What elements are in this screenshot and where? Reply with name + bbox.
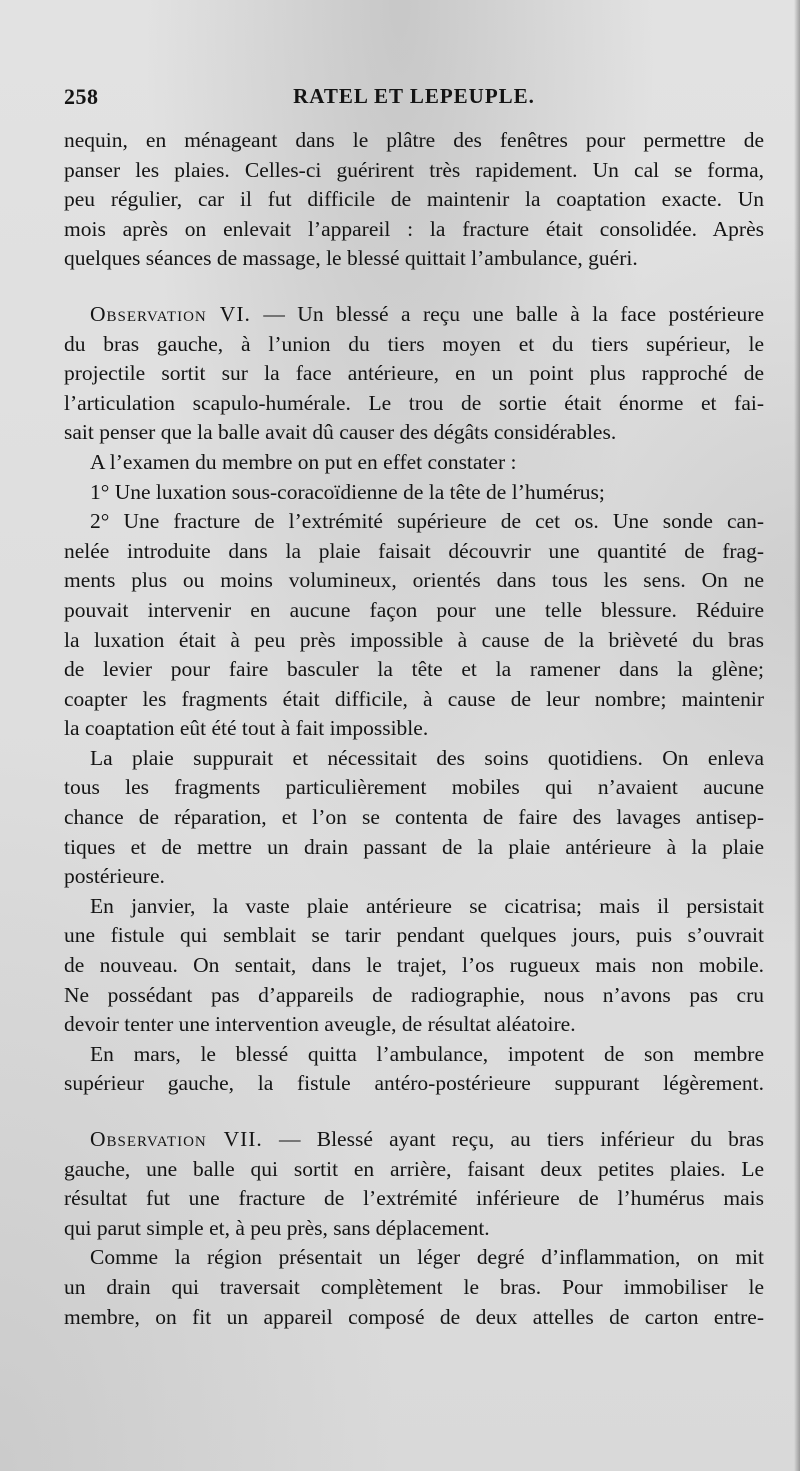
text-line: nequin, en ménageant dans le plâtre des fenêtres pour permettre de [64,128,764,152]
text-line: chance de réparation, et l’on se contenta de faire des lavages antisep- [64,805,764,830]
text-line: projectile sortit sur la face antérieure, en un point plus rapproché de [64,361,764,386]
text-line: pouvait intervenir en aucune façon pour une telle blessure. Réduire [64,597,764,622]
observation-first-line [64,300,764,330]
page-header [64,84,764,114]
text-line: Comme la région présentait un léger degré d’inflammation, on mit [90,1245,764,1270]
text-line: qui parut simple et, à peu près, sans déplacement. [64,1215,490,1240]
text-line: A l’examen du membre on put en effet constater : [90,449,517,474]
text-line: sait penser que la balle avait dû causer des dégâts considérables. [64,420,617,445]
text-line: la coaptation eût été tout à fait impossible. [64,716,429,741]
text-line: gauche, une balle qui sortit en arrière, faisant deux petites plaies. Le [64,1156,764,1181]
text-line: mois après on enlevait l’appareil : la fracture était consolidée. Après [64,216,764,241]
text-line: tous les fragments particulièrement mobiles qui n’avaient aucune [64,775,764,800]
text-line: du bras gauche, à l’union du tiers moyen et du tiers supérieur, le [64,331,764,356]
text-line: l’articulation scapulo-humérale. Le trou de sortie était énorme et fai- [64,390,764,415]
text-line: quelques séances de massage, le blessé quittait l’ambulance, guéri. [64,246,638,271]
text-line: En janvier, la vaste plaie antérieure se cicatrisa; mais il persistait [90,893,764,918]
text-line: tiques et de mettre un drain passant de la plaie antérieure à la plaie [64,834,764,859]
observation-heading: Observation VII. [90,1127,263,1151]
observation-first-line [64,1125,764,1155]
text-line: une fistule qui semblait se tarir pendant quelques jours, puis s’ouvrait [64,923,764,948]
text-line: peu régulier, car il fut difficile de maintenir la coaptation exacte. Un [64,187,764,212]
text-line: En mars, le blessé quitta l’ambulance, impotent de son membre [90,1041,764,1066]
text-line: membre, on fit un appareil composé de deux attelles de carton entre- [64,1304,764,1329]
text-line: de nouveau. On sentait, dans le trajet, l’os rugueux mais non mobile. [64,953,764,978]
page-body [64,126,764,1332]
paragraph-gap [64,1099,764,1125]
text-line: supérieur gauche, la fistule antéro-postérieure suppurant légèrement. [64,1071,764,1096]
text-line-remainder: — Un blessé a reçu une balle à la face postérieure [250,301,764,326]
running-title: RATEL ET LEPEUPLE. [293,84,535,108]
text-line: nelée introduite dans la plaie faisait découvrir une quantité de frag- [64,538,764,563]
text-line: devoir tenter une intervention aveugle, de résultat aléatoire. [64,1012,576,1037]
observation-heading: Observation VI. [90,301,251,326]
paragraph-gap [64,274,764,300]
text-line: panser les plaies. Celles-ci guérirent très rapidement. Un cal se forma, [64,157,764,182]
text-line-remainder: — Blessé ayant reçu, au tiers inférieur du bras [262,1127,764,1151]
text-line: résultat fut une fracture de l’extrémité inférieure de l’humérus mais [64,1186,764,1211]
text-line: La plaie suppurait et nécessitait des soins quotidiens. On enleva [90,745,764,770]
page-number: 258 [64,84,99,109]
text-line: coapter les fragments était difficile, à cause de leur nombre; maintenir [64,686,764,711]
text-line: Ne possédant pas d’appareils de radiographie, nous n’avons pas cru [64,982,764,1007]
page-edge-shadow [794,0,800,1471]
text-line: la luxation était à peu près impossible à cause de la brièveté du bras [64,627,764,652]
text-line: 1° Une luxation sous-coracoïdienne de la tête de l’humérus; [90,479,605,504]
text-line: de levier pour faire basculer la tête et la ramener dans la glène; [64,657,764,682]
text-line: un drain qui traversait complètement le bras. Pour immobiliser le [64,1274,764,1299]
text-line: postérieure. [64,864,165,889]
text-line: 2° Une fracture de l’extrémité supérieure de cet os. Une sonde can- [90,509,764,534]
text-line: ments plus ou moins volumineux, orientés dans tous les sens. On ne [64,568,764,593]
